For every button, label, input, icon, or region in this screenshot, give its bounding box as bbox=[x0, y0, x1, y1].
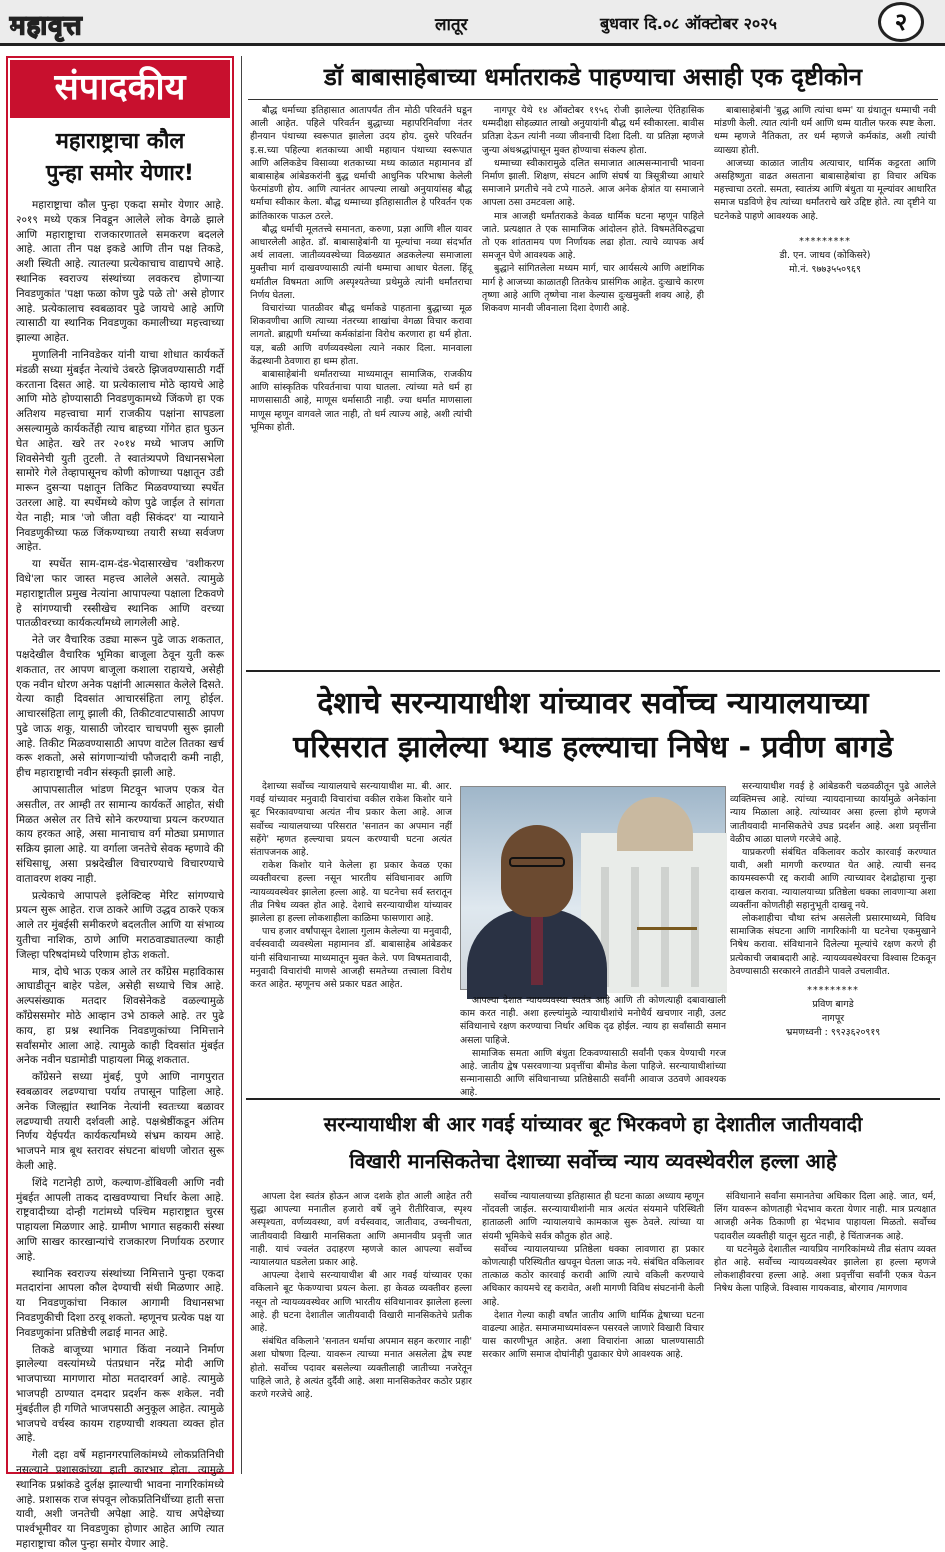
article2-headline-line2: परिसरात झालेल्या भ्याड हल्ल्याचा निषेध - प्रवीण बागडे bbox=[293, 730, 893, 765]
editorial-label: संपादकीय bbox=[10, 60, 230, 118]
author-stars: ********* bbox=[807, 985, 859, 997]
editorial-headline bbox=[16, 126, 224, 190]
editorial-paragraph: गेली दहा वर्षे महानगरपालिकांमध्ये लोकप्रतिनिधी नसल्याने प्रशासकांच्या हाती कारभार होता. त्यामुळे स्थानिक प्रश्नांकडे दुर्लक्ष झाल्याची भावना नागरिकांमध्ये आहे. प्रशासक राज संपवून लोकप्रतिनिधींच्या हाती सत्ता यावी, अशी जनतेची अपेक्षा आहे. याच अपेक्षेच्या पार्श्वभूमीवर या निवडणुका होणार आहेत आणि त्यात महाराष्ट्राचा कौल पुन्हा समोर येणार आहे. bbox=[16, 1449, 224, 1550]
supreme-court-dome bbox=[617, 797, 693, 851]
author-stars: ********* bbox=[799, 235, 851, 247]
editorial-paragraph: प्रत्येकाचे आपापले इलेक्टिव्ह मेरिट सांगण्याचे प्रयत्न सुरू आहेत. राज ठाकरे आणि उद्धव ठाकरे एकत्र आले तर मुंबईसी समीकरणे बदलतील आणि या संभाव्य युतीचा नाशिक, ठाणे आणि मराठवाड्यातल्या काही जिल्हा परिषदांमध्ये परिणाम होऊ शकतो. bbox=[16, 889, 224, 961]
article3-paragraph: आपला देश स्वतंत्र होऊन आज दशके होत आली आहेत तरी सुद्धा आपल्या मनातील हजारो वर्षे जुने रीतीरिवाज, स्पृश्य अस्पृश्यता, वर्णव्यवस्था, वर्ण वर्चस्ववाद, जातीवाद, उच्चनीचता, जातीयवादी विखारी मानसिकता आणि अमानवीय प्रवृत्ती जात नाही. याचं ज्वलंत उदाहरण म्हणजे काल आपल्या सर्वोच्च न्यायालयात घडलेला प्रकार आहे. bbox=[250, 1191, 472, 1269]
editorial-paragraph: मुणालिनी नानिवडेकर यांनी याचा शोधात कार्यकर्ते मंडळी सध्या मुंबईत नेत्यांचे उंबरठे झिजवण्यासाठी गर्दी करताना दिसत आहे. या प्रत्येकालाच मोठे व्हायचे आहे आणि मोठे होण्यासाठी निवडणुकामध्ये जिंकणे हा एक अतिशय महत्त्वाचा मार्ग राजकीय पक्षांना सापडला असल्यामुळे कार्यकर्तेही त्याच बाहच्या गोंगेत हात घुऊन घेत आहेत. खरे तर २०१४ मध्ये भाजप आणि शिवसेनेची युती तुटली. ते स्वातंत्र्यपणे विधानसभेला सामोरे गेले तेव्हापासूनच कोणी कोणाच्या पक्षातून उडी मारून दुसऱ्या पक्षातून तिकिट मिळवण्याच्या स्पर्धेत उतरला आहे. या स्पर्धेमध्ये कोण पुढे जाईल ते सांगता येत नाही; मात्र 'जो जीता वही सिकंदर' या न्यायाने निवडणुकीच्या फळ जिंकण्याच्या तयारी सध्या सर्वजण आहेत. bbox=[16, 348, 224, 554]
editorial-paragraph: नेते जर वैचारिक उड्या मारून पुढे जाऊ शकतात, पक्षदेखील वैचारिक भूमिका बाजूला ठेवून युती करू शकतात, तर आपण बाजूला कशाला राहायचे, असेही एक नवीन धोरण अनेक पक्षांनी आत्मसात केलेले दिसते. येत्या काही दिवसांत आचारसंहिता लागू होईल. आचारसंहिता लागू झाली की, तिकीटवाटपासाठी आपण पुढे जाऊ शकू, यासाठी जोरदार चाचपणी सुरू झाली आहे. तिकीट मिळवण्यासाठी आपण वाटेल तितका खर्च करू शकतो, असे सांगणाऱ्यांची फौजदारी कमी नाही, हीच महाराष्ट्राची नवीन संस्कृती झाली आहे. bbox=[16, 634, 224, 780]
article1-paragraph: विचारांच्या पातळीवर बौद्ध धर्माकडे पाहताना बुद्धाच्या मूळ शिकवणीचा आणि त्याच्या नंतरच्या शाखांचा वेगळा विचार करावा लागतो. ब्राह्मणी धर्माच्या कर्मकांडांना विरोध करणारा हा धर्म होता. यज्ञ, बळी आणि वर्णव्यवस्थेला त्याने नकार दिला. मानवाला केंद्रस्थानी ठेवणारा हा धम्म होता. bbox=[250, 303, 472, 367]
article1-body bbox=[250, 104, 936, 664]
author-phone: मो.नं. ९७७३५५०९६९ bbox=[789, 263, 861, 275]
author-name: डी. एन. जाधव (कोकिसरे) bbox=[779, 249, 871, 261]
article1-paragraph: बाबासाहेबांनी धर्मांतराच्या माध्यमातून सामाजिक, राजकीय आणि सांस्कृतिक परिवर्तनाचा पाया घातला. त्यांच्या मते धर्म हा माणसासाठी आहे, माणूस धर्मासाठी नाही. ज्या धर्मात माणसाला माणूस म्हणून वागवले जात नाही, तो धर्म त्याज्य आहे, अशी त्यांची भूमिका होती. bbox=[250, 369, 472, 433]
editorial-paragraph: स्थानिक स्वराज्य संस्थांच्या निमित्ताने पुन्हा एकदा मतदारांना आपला कौल देण्याची संधी मिळणार आहे. या निवडणुकांचा निकाल आगामी विधानसभा निवडणुकीची दिशा ठरवू शकतो. म्हणूनच प्रत्येक पक्ष या निवडणुकांना प्रतिष्ठेची लढाई मानत आहे. bbox=[16, 1267, 224, 1339]
article3-paragraph: देशात गेल्या काही वर्षांत जातीय आणि धार्मिक द्वेषाच्या घटना वाढल्या आहेत. समाजमाध्यमांवरून पसरवले जाणारे विखारी विचार यास कारणीभूत आहेत. अशा विचारांना आळा घालण्यासाठी सरकार आणि समाज दोघांनीही पुढाकार घेणे आवश्यक आहे. bbox=[482, 1309, 704, 1361]
portrait-tie bbox=[531, 915, 543, 985]
article2-headline bbox=[248, 676, 938, 776]
article2-column bbox=[730, 780, 936, 1090]
article1-paragraph: बुद्धाने सांगितलेला मध्यम मार्ग, चार आर्यसत्ये आणि अष्टांगिक मार्ग हे आजच्या काळातही तितकेच प्रासंगिक आहेत. दुःखाचे कारण तृष्णा आहे आणि तृष्णेचा नाश केल्यास दुःखमुक्ती शक्य आहे, ही शिकवण मानवी जीवनाला दिशा देणारी आहे. bbox=[482, 263, 704, 315]
masthead bbox=[0, 0, 945, 46]
article3-paragraph: आपल्या देशाचे सरन्यायाधीश बी आर गवई यांच्यावर एका वकिलाने बूट फेकण्याचा प्रयत्न केला. हा केवळ व्यक्तीवर हल्ला नसून तो न्यायव्यवस्थेवर आणि भारतीय संविधानावर झालेला हल्ला आहे. ही घटना देशातील जातीयवादी विखारी मानसिकतेचे प्रतीक आहे. bbox=[250, 1270, 472, 1335]
scales-of-justice-icon bbox=[637, 927, 697, 961]
paper-name: महावृत्त bbox=[10, 11, 83, 41]
editorial-column bbox=[6, 56, 234, 1550]
article1-column bbox=[482, 104, 704, 664]
article2-paragraph: आपल्या देशात न्यायव्यवस्था स्वतंत्र आहे आणि ती कोणत्याही दबावाखाली काम करत नाही. अशा हल्ल्यांमुळे न्यायाधीशांचे मनोधैर्य खचणार नाही, उलट संविधानाचे रक्षण करण्याचा निर्धार अधिक दृढ होईल. न्याय हा सर्वांसाठी समान असला पाहिजे. bbox=[460, 995, 726, 1046]
article3-paragraph: संबंधित वकिलाने 'सनातन धर्माचा अपमान सहन करणार नाही' अशा घोषणा दिल्या. यावरून त्याच्या मनात असलेला द्वेष स्पष्ट होतो. सर्वोच्च पदावर बसलेल्या व्यक्तीलाही जातीच्या नजरेतून पाहिले जाते, हे अत्यंत दुर्दैवी आहे. अशा मानसिकतेवर कठोर प्रहार करणे गरजेचे आहे. bbox=[250, 1336, 472, 1401]
article3-column bbox=[714, 1190, 936, 1476]
author-phone: भ्रमणध्वनी : ९९२३६२०९१९ bbox=[785, 1027, 881, 1039]
editorial-headline-line1: महाराष्ट्राचा कौल bbox=[55, 129, 185, 154]
article2-paragraph: देशाच्या सर्वोच्च न्यायालयाचे सरन्यायाधीश मा. बी. आर. गवई यांच्यावर मनुवादी विचारांचा वकील राकेश किशोर याने बूट भिरकावण्याचा अत्यंत नीच प्रकार केला आहे. आज सर्वोच्च न्यायालयाच्या परिसरात 'सनातन का अपमान नहीं सहेंगे' म्हणत हल्ल्याचा प्रयत्न करण्याची घटना अत्यंत संतापजनक आहे. bbox=[250, 781, 452, 859]
issue-date: बुधवार दि.०८ ऑक्टोबर २०२५ bbox=[600, 14, 777, 33]
editorial-paragraph: काँग्रेसने सध्या मुंबई, पुणे आणि नागपुरात स्वबळावर लढण्याचा पर्याय तपासून पाहिला आहे. अनेक जिल्ह्यांत स्थानिक नेत्यांनी स्वतःच्या बळावर लढण्याची तयारी दर्शवली आहे. पक्षश्रेष्ठींकडून अंतिम निर्णय येईपर्यंत कार्यकर्त्यांमध्ये संभ्रम कायम आहे. भाजपने मात्र बूथ स्तरावर संघटना बांधणी जोरात सुरू केली आहे. bbox=[16, 1071, 224, 1172]
section-divider bbox=[246, 670, 940, 672]
article3-paragraph: सर्वोच्च न्यायालयाच्या इतिहासात ही घटना काळा अध्याय म्हणून नोंदवली जाईल. सरन्यायाधीशांनी मात्र अत्यंत संयमाने परिस्थिती हाताळली आणि न्यायालयाचे कामकाज सुरू ठेवले. त्यांच्या या संयमी भूमिकेचे सर्वत्र कौतुक होत आहे. bbox=[482, 1191, 704, 1242]
article3-paragraph: संविधानाने सर्वांना समानतेचा अधिकार दिला आहे. जात, धर्म, लिंग यावरून कोणताही भेदभाव करता येणार नाही. मात्र प्रत्यक्षात आजही अनेक ठिकाणी हा भेदभाव पाहायला मिळतो. सर्वोच्च पदावरील व्यक्तीही यातून सुटत नाही, हे चिंताजनक आहे. bbox=[714, 1191, 936, 1242]
author-place: नागपूर bbox=[821, 1013, 845, 1025]
article2-paragraph: पाच हजार वर्षांपासून देशाला गुलाम केलेल्या या मनुवादी, वर्चस्ववादी व्यवस्थेला महामानव डॉ. बाबासाहेब आंबेडकर यांनी संविधानाच्या माध्यमातून मुक्त केले. पण विषमतावादी, मनुवादी विचारांची माणसे आजही समतेच्या तत्त्वाला विरोध करत आहेत. म्हणूनच असे प्रकार घडत आहेत. bbox=[250, 926, 452, 991]
article2-column bbox=[460, 994, 726, 1099]
article1-paragraph: बाबासाहेबांनी 'बुद्ध आणि त्यांचा धम्म' या ग्रंथातून धम्माची नवी मांडणी केली. त्यात त्यांनी धर्म आणि धम्म यातील फरक स्पष्ट केला. धम्म म्हणजे नैतिकता, तर धर्म म्हणजे कर्मकांड, अशी त्यांची व्याख्या होती. bbox=[714, 105, 936, 156]
article2-column bbox=[250, 780, 452, 1090]
article2-paragraph: याप्रकरणी संबंधित वकिलावर कठोर कारवाई करण्यात यावी, अशी मागणी करण्यात येत आहे. त्याची सनद कायमस्वरूपी रद्द करावी आणि त्याच्यावर देशद्रोहाचा गुन्हा दाखल करावा. न्यायालयाच्या प्रतिष्ठेला धक्का लावणाऱ्या अशा व्यक्तींना कोणतीही सहानुभूती दाखवू नये. bbox=[730, 847, 936, 911]
editorial-paragraph: महाराष्ट्राचा कौल पुन्हा एकदा समोर येणार आहे. २०१९ मध्ये एकत्र निवडून आलेले लोक वेगळे झाले आणि महाराष्ट्राचा राजकारणातले समकरण बदलले आहे. आता तीन पक्ष इकडे आणि तीन पक्ष तिकडे, अशी स्थिती आहे. त्यातल्या प्रत्येकाचाच वाद्यापचे आहे. स्थानिक स्वराज्य संस्थांच्या लवकरच होणाऱ्या निवडणुकांत 'पक्षा फळा कोण पुढे पळे तो' असे होणार आहे. प्रत्येकालाच स्वबळावर पुढे जायचे आहे आणि त्यासाठी या स्थानिक निवडणुका कमालीच्या महत्त्वाच्या झाल्या आहेत. bbox=[16, 199, 224, 345]
article1-paragraph: आजच्या काळात जातीय अत्याचार, धार्मिक कट्टरता आणि असहिष्णुता वाढत असताना बाबासाहेबांचा हा विचार अधिक महत्त्वाचा ठरतो. समता, स्वातंत्र्य आणि बंधुता या मूल्यांवर आधारित समाज घडविणे हेच त्यांच्या धर्मांतराचे खरे उद्दिष्ट होते. त्या दृष्टीने या घटनेकडे पाहणे आवश्यक आहे. bbox=[714, 157, 936, 222]
article1-column bbox=[250, 104, 472, 664]
page-number: २ bbox=[878, 2, 924, 42]
article3-column bbox=[482, 1190, 704, 1476]
article2-body-under-photo bbox=[460, 994, 726, 1099]
article2-body-right bbox=[730, 780, 936, 1090]
article2-body-left bbox=[250, 780, 452, 1090]
editorial-headline-line2: पुन्हा समोर येणार! bbox=[46, 161, 194, 186]
article3-headline bbox=[248, 1104, 938, 1184]
article1-paragraph: नागपूर येथे १४ ऑक्टोबर १९५६ रोजी झालेल्या ऐतिहासिक धम्मदीक्षा सोहळ्यात लाखो अनुयायांनी बौद्ध धर्म स्वीकारला. बावीस प्रतिज्ञा देऊन त्यांनी नव्या जीवनाची दिशा दिली. या प्रतिज्ञा म्हणजे जुन्या अंधश्रद्धांपासून मुक्त होण्याचा संकल्प होता. bbox=[482, 105, 704, 156]
editorial-paragraph: आपापसातील भांडण मिटवून भाजप एकत्र येत असतील, तर आम्ही तर सामान्य कार्यकर्ते आहोत, संधी मिळत असेल तर तिचे सोने करण्याचा प्रयत्न करण्यात काय हरकत आहे, असा मानाचाच वर्ग मोठ्या प्रमाणात सक्रिय झाला आहे. या वर्गाला जनतेचे सेवक म्हणावे की संधिसाधू, असा प्रश्नदेखील विचारण्याचे विचारण्याचे वातावरण शक्य नाही. bbox=[16, 784, 224, 885]
article1-paragraph: मात्र आजही धर्मांतराकडे केवळ धार्मिक घटना म्हणून पाहिले जाते. प्रत्यक्षात ते एक सामाजिक आंदोलन होते. विषमतेविरुद्धचा तो एक शांततामय पण निर्णायक लढा होता. त्याचे व्यापक अर्थ समजून घेणे आवश्यक आहे. bbox=[482, 210, 704, 262]
article1-headline: डॉ बाबासाहेबाच्या धर्मातराकडे पाहण्याचा असाही एक दृष्टीकोन bbox=[248, 56, 938, 100]
article2-headline-line1: देशाचे सरन्यायाधीश यांच्यावर सर्वोच्च न्यायालयाच्या bbox=[317, 686, 869, 721]
editorial-body bbox=[16, 198, 224, 1552]
article1-paragraph: धम्माच्या स्वीकारामुळे दलित समाजात आत्मसन्मानाची भावना निर्माण झाली. शिक्षण, संघटन आणि संघर्ष या त्रिसूत्रीच्या आधारे समाजाने प्रगतीचे नवे टप्पे गाठले. आज अनेक क्षेत्रांत या समाजाने आपला ठसा उमटवला आहे. bbox=[482, 157, 704, 209]
article3-body bbox=[250, 1190, 936, 1476]
article2-paragraph: सरन्यायाधीश गवई हे आंबेडकरी चळवळीतून पुढे आलेले व्यक्तिमत्त्व आहे. त्यांच्या न्यायदानाच्या कार्यामुळे अनेकांना न्याय मिळाला आहे. त्यांच्यावर असा हल्ला होणे म्हणजे जातीयवादी मानसिकतेचे उघड प्रदर्शन आहे. अशा प्रवृत्तींना वेळीच आळा घालणे गरजेचे आहे. bbox=[730, 781, 936, 845]
article1-paragraph: बौद्ध धर्माच्या इतिहासात आतापर्यंत तीन मोठी परिवर्तने घडून आली आहेत. पहिले परिवर्तन बुद्धाच्या महापरिनिर्वाणा नंतर हीनयान पंथाच्या स्वरूपात झालेला उदय होय. दुसरे परिवर्तन इ.स.च्या पहिल्या शतकाच्या आधी महायान पंथाच्या स्वरूपात आणि अलिकडेच विसाव्या शतकाच्या मध्य काळात महामानव डॉ बाबासाहेब आंबेडकरांनी बुद्ध धर्माची आधुनिक परिभाषा केलेली फेरमांडणी होय. आणि त्यानंतर आपल्या लाखो अनुयायांसह बौद्ध धर्माचा स्वीकार केला. बौद्ध धम्माच्या इतिहासातील हे परिवर्तन एक क्रांतिकारक पाऊल ठरले. bbox=[250, 105, 472, 222]
article3-headline-line1: सरन्यायाधीश बी आर गवई यांच्यावर बूट भिरकवणे हा देशातील जातीयवादी bbox=[323, 1112, 863, 1136]
article1-column bbox=[714, 104, 936, 664]
article2-paragraph: लोकशाहीचा चौथा स्तंभ असलेली प्रसारमाध्यमे, विविध सामाजिक संघटना आणि नागरिकांनी या घटनेचा एकमुखाने निषेध करावा. संविधानाने दिलेल्या मूल्यांचे रक्षण करणे ही प्रत्येकाची जबाबदारी आहे. न्यायव्यवस्थेवरचा विश्वास टिकवून ठेवण्यासाठी सरकारने तातडीने पावले उचलावीत. bbox=[730, 913, 936, 977]
article3-paragraph: सर्वोच्च न्यायालयाच्या प्रतिष्ठेला धक्का लावणारा हा प्रकार कोणत्याही परिस्थितीत खपवून घेतला जाऊ नये. संबंधित वकिलावर तात्काळ कठोर कारवाई करावी आणि त्याचे वकिली करण्याचे अधिकार कायमचे रद्द करावेत, अशी मागणी विविध संघटनांनी केली आहे. bbox=[482, 1243, 704, 1308]
editorial-paragraph: शिंदे गटानेही ठाणे, कल्याण-डोंबिवली आणि नवी मुंबईत आपली ताकद दाखवण्याचा निर्धार केला आहे. राष्ट्रवादीच्या दोन्ही गटांमध्ये पश्चिम महाराष्ट्रात चुरस पाहायला मिळणार आहे. ग्रामीण भागात सहकारी संस्था आणि साखर कारखान्यांचे राजकारण निर्णायक ठरणार आहे. bbox=[16, 1176, 224, 1263]
editorial-paragraph: तिकडे बाजूच्या भागात किंवा नव्याने निर्माण झालेल्या वस्त्यांमध्ये पंतप्रधान नरेंद्र मोदी आणि भाजपाच्या मागणारा मोठा मतदारवर्ग आहे. त्यामुळे भाजपही ठाण्यात दमदार प्रदर्शन करू शकेल. नवी मुंबईतील ही गणिते भाजपसाठी अनुकूल आहेत. त्यामुळे भाजपचे वर्चस्व कायम राहण्याची शक्यता व्यक्त होत आहे. bbox=[16, 1343, 224, 1445]
chief-justice-photo bbox=[460, 786, 726, 990]
article3-column bbox=[250, 1190, 472, 1476]
article1-paragraph: बौद्ध धर्माची मूलतत्त्वे समानता, करुणा, प्रज्ञा आणि शील यावर आधारलेली आहेत. डॉ. बाबासाहेबांनी या मूल्यांचा नव्या संदर्भात अर्थ लावला. जातीव्यवस्थेच्या विळख्यात अडकलेल्या समाजाला मुक्तीचा मार्ग दाखवण्यासाठी त्यांनी धम्माचा आधार घेतला. हिंदू धर्मातील विषमता आणि अस्पृश्यतेच्या प्रथेमुळे त्यांनी धर्मांतराचा निर्णय घेतला. bbox=[250, 223, 472, 301]
portrait-face bbox=[501, 825, 573, 917]
article2-author bbox=[730, 984, 936, 1040]
article3-paragraph: या घटनेमुळे देशातील न्यायप्रिय नागरिकांमध्ये तीव्र संताप व्यक्त होत आहे. सर्वोच्च न्यायव्यवस्थेवर झालेला हा हल्ला म्हणजे लोकशाहीवरचा हल्ला आहे. अशा प्रवृत्तींचा सर्वांनी एकत्र येऊन निषेध केला पाहिजे. विश्वास गायकवाड, बोरगाव /मागणाव bbox=[714, 1243, 936, 1295]
editorial-paragraph: मात्र, दोघे भाऊ एकत्र आले तर काँग्रेस महाविकास आघाडीतून बाहेर पडेल, असेही सध्याचे चित्र आहे. अल्पसंख्याक मतदार शिवसेनेकडे वळल्यामुळे काँग्रेससमोर मोठे आव्हान उभे ठाकले आहे. तर पुढे काय, हा प्रश्न स्थानिक निवडणुकांच्या निमित्ताने सर्वांसमोर आला आहे. त्यामुळे काही दिवसांत मुंबईत अनेक नवीन घडामोडी पाहायला मिळू शकतात. bbox=[16, 965, 224, 1067]
article2-paragraph: सामाजिक समता आणि बंधुता टिकवण्यासाठी सर्वांनी एकत्र येण्याची गरज आहे. जातीय द्वेष पसरवणाऱ्या प्रवृत्तींचा बीमोड केला पाहिजे. सरन्यायाधीशांच्या सन्मानासाठी आणि संविधानाच्या प्रतिष्ठेसाठी सर्वांनी आवाज उठवणे आवश्यक आहे. bbox=[460, 1047, 726, 1099]
column-divider bbox=[241, 56, 242, 1474]
article2-paragraph: राकेश किशोर याने केलेला हा प्रकार केवळ एका व्यक्तीवरचा हल्ला नसून भारतीय संविधानावर आणि न्यायव्यवस्थेवर झालेला हल्ला आहे. या घटनेचा सर्व स्तरातून तीव्र निषेध व्यक्त होत आहे. देशाचे सरन्यायाधीश यांच्यावर झालेला हा हल्ला लोकशाहीला काळिमा फासणारा आहे. bbox=[250, 860, 452, 925]
article1-author bbox=[714, 235, 936, 277]
author-name: प्रविण बागडे bbox=[812, 999, 854, 1011]
portrait-glasses bbox=[509, 857, 565, 867]
edition-city: लातूर bbox=[435, 15, 468, 35]
editorial-paragraph: या स्पर्धेत साम-दाम-दंड-भेदासारखेच 'वशीकरण विधे'ला फार जास्त महत्त्व आलेले असते. त्यामुळे महाराष्ट्रातील प्रमुख नेत्यांना आपापल्या पक्षाला टिकवणे हे सांगण्याची रस्सीखेच स्थानिक आणि वरच्या पातळीवरच्या कार्यकर्त्यांमध्ये लागलेली आहे. bbox=[16, 558, 224, 630]
article3-headline-line2: विखारी मानसिकतेचा देशाच्या सर्वोच्च न्याय व्यवस्थेवरील हल्ला आहे bbox=[349, 1149, 837, 1173]
section-divider bbox=[246, 1098, 940, 1100]
